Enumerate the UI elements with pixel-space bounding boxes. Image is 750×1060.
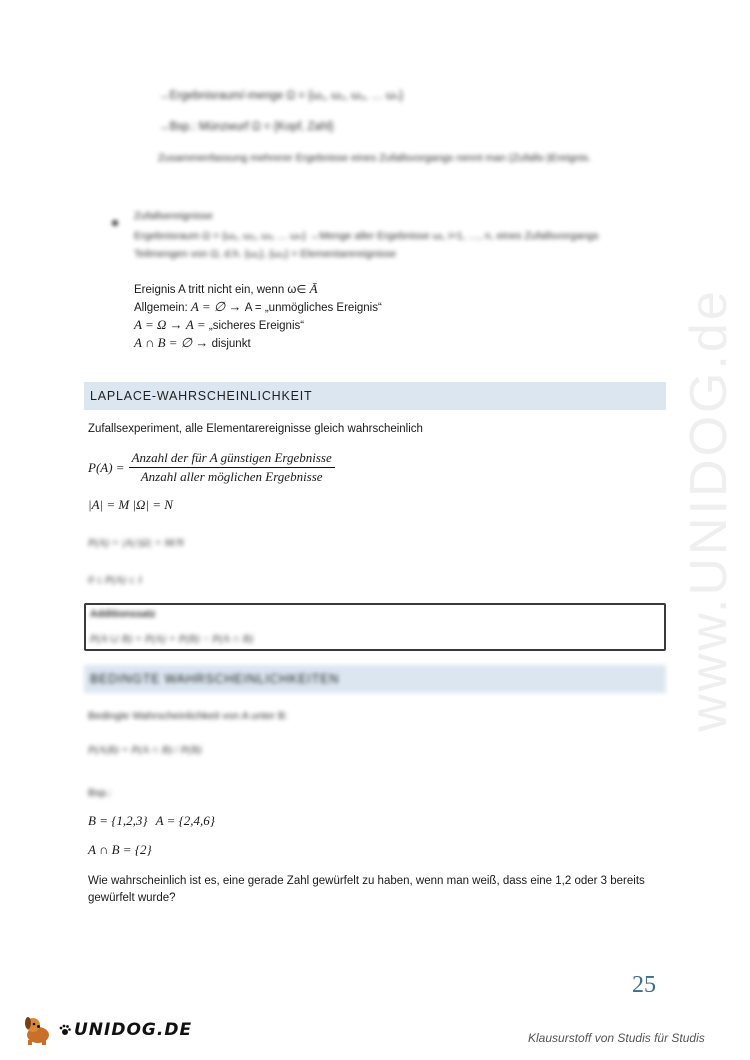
additionssatz-formula: P(A ∪ B) = P(A) + P(B) − P(A ∩ B) [90, 633, 254, 645]
bullet-title: Zufallsereignisse [134, 210, 213, 222]
section-heading-conditional: BEDINGTE WAHRSCHEINLICHKEITEN [84, 665, 666, 693]
dog-logo-icon [22, 1014, 56, 1046]
blurred-line-2: →Bsp.: Münzwurf Ω = {Kopf, Zahl} [158, 121, 334, 133]
question-text: Wie wahrscheinlich ist es, eine gerade Zahl gewürfelt zu haben, wenn man weiß, dass eine 1,2 oder 3 bereits gewürfelt wurde? [88, 875, 645, 904]
set-line: B = {1,2,3} A = {2,4,6} [88, 813, 216, 828]
event-line-2: Allgemein: A = ∅ → A = „unmögliches Ereignis“ [134, 299, 382, 314]
page-number: 25 [632, 972, 656, 998]
footer-logo [22, 1014, 192, 1046]
event-line-4: A ∩ B = ∅ → disjunkt [134, 335, 251, 350]
bullet-line-1: Ergebnisraum Ω = {ω₁, ω₂, ω₃ … ωₙ} →Menge aller Ergebnisse ωᵢ, i=1, …, n, eines Zufallsvorgangs [134, 230, 599, 242]
event-line-1: Ereignis A tritt nicht ein, wenn ω∈ Ā [134, 281, 318, 296]
conditional-formula: P(A|B) = P(A ∩ B) / P(B) [88, 744, 202, 756]
blurred-line-1: →Ergebnisraum/-menge Ω = {ω₁, ω₂, ω₃, … ωₙ} [158, 90, 404, 102]
blurred-range: 0 ≤ P(A) ≤ 1 [88, 574, 143, 586]
bullet-line-2: Teilmengen von Ω, d.h. {ω₁}, {ω₂} = Elementarereignisse [134, 248, 397, 260]
paw-icon [59, 1024, 71, 1036]
section-heading-laplace: LAPLACE-WAHRSCHEINLICHKEIT [84, 382, 666, 410]
logo-text: UNIDOG.DE [74, 1020, 193, 1040]
bullet-icon [112, 213, 118, 231]
event-line-3: A = Ω → A = „sicheres Ereignis“ [134, 317, 305, 332]
cardinality-line: |A| = M |Ω| = N [88, 497, 173, 512]
blurred-laplace-formula: P(A) = |A|/|Ω| = M/N [88, 537, 184, 549]
additionssatz-title: Additionssatz [90, 609, 156, 620]
footer-tagline: Klausurstoff von Studis für Studis [528, 1031, 705, 1045]
watermark [664, 280, 750, 740]
blurred-line-3: Zusammenfassung mehrerer Ergebnisse eines Zufallsvorgangs nennt man (Zufalls-)Ereignis. [158, 152, 592, 164]
laplace-intro: Zufallsexperiment, alle Elementarereignisse gleich wahrscheinlich [88, 423, 423, 435]
conditional-intro: Bedingte Wahrscheinlichkeit von A unter B: [88, 710, 288, 722]
intersection-line: A ∩ B = {2} [88, 842, 152, 857]
laplace-fraction: $\frac{\text{Anzahl der für A günstigen Ergebnisse}}{\text{Anzahl aller möglichen Ergebnisse}}$ [129, 450, 335, 485]
bsp-label: Bsp.: [88, 787, 112, 799]
laplace-formula: P(A) = $\frac{\text{Anzahl der für A günstigen Ergebnisse}}{\text{Anzahl aller möglichen Ergebnisse}}$ [88, 450, 335, 485]
watermark-text: www.UNIDOG.de [680, 288, 738, 732]
